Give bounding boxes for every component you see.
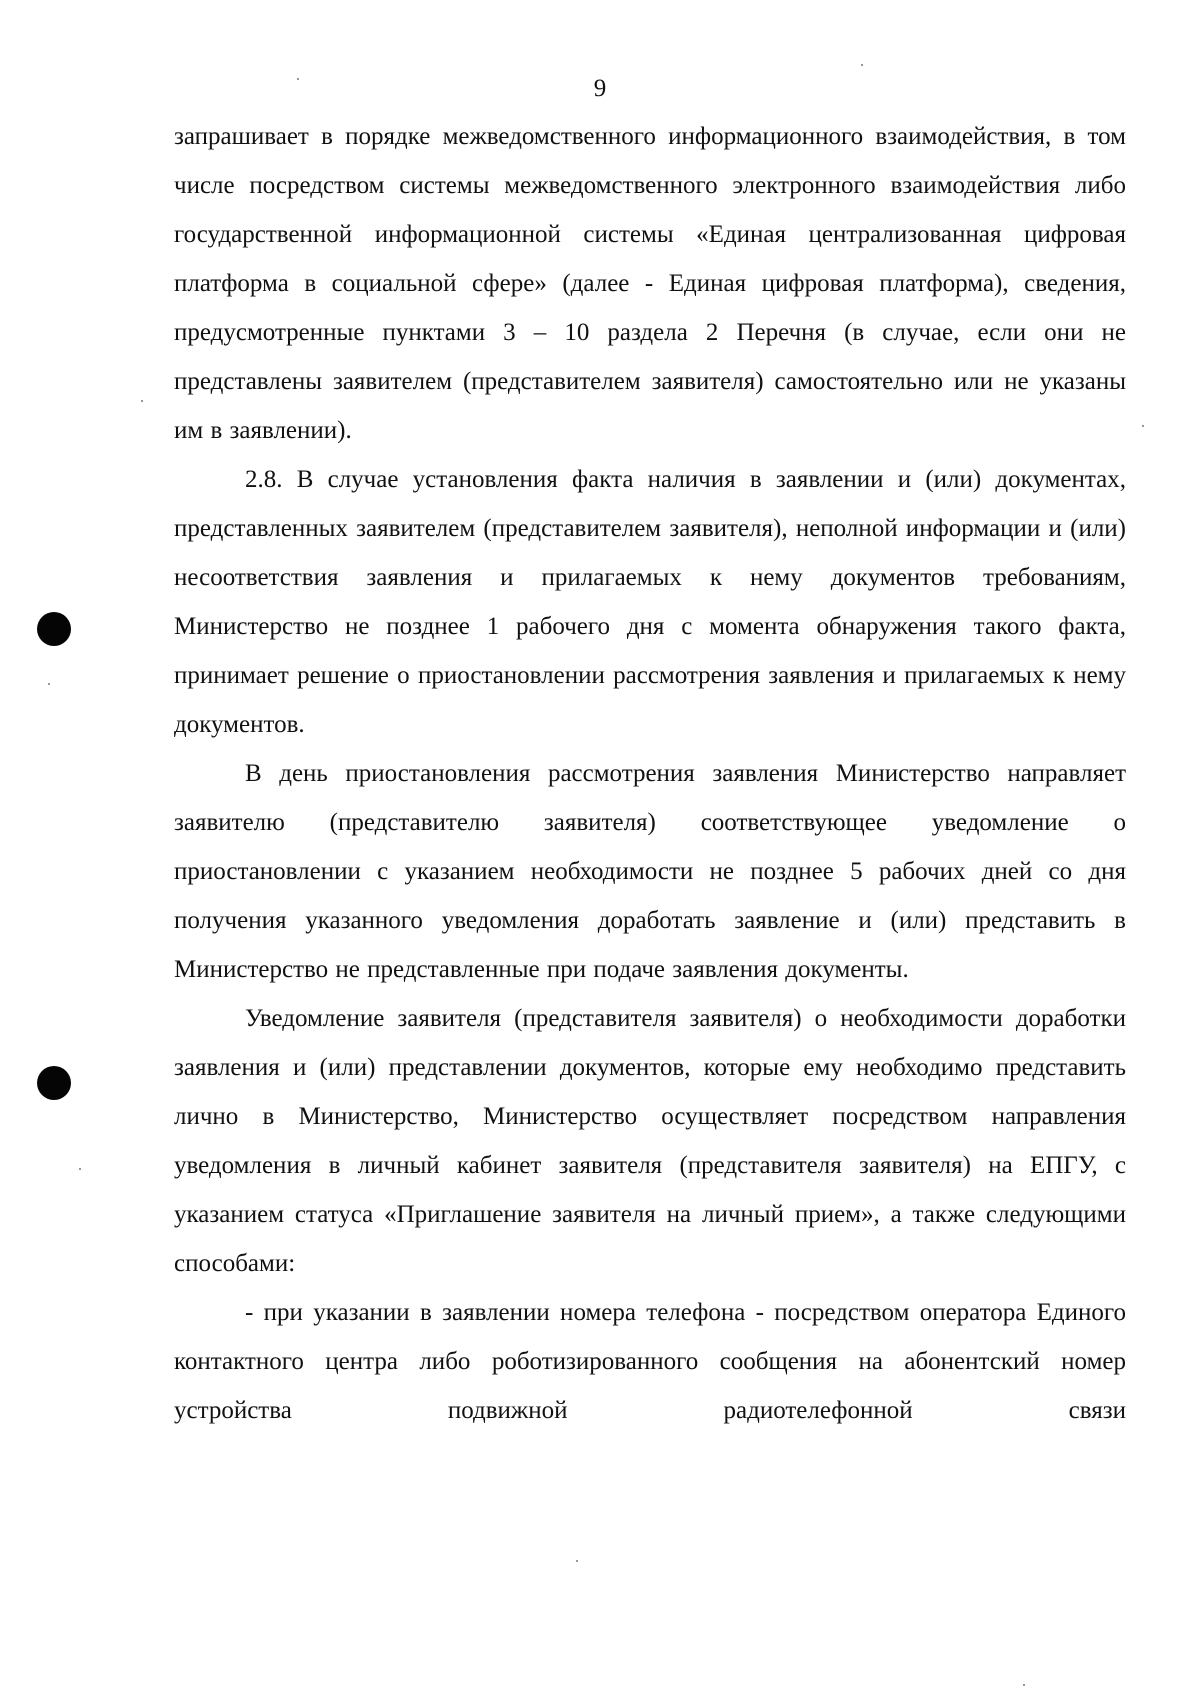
scan-speck: [576, 1560, 578, 1562]
paragraph-clause-2-8: 2.8. В случае установления факта наличия в заявлении и (или) документах, представленных заявителем (представителем заявителя), неполной информации и (или) несоответствия заявления и прилагаемых к нему документов требованиям, Министерство не позднее 1 рабочего дня с момента обнаружения такого факта, принимает решение о приостановлении рассмотрения заявления и прилагаемых к нему документов.: [174, 466, 1126, 738]
document-body: [174, 112, 1126, 1435]
punch-hole-mark: [37, 1066, 71, 1100]
scan-speck: [48, 683, 50, 685]
paragraph-continuation: запрашивает в порядке межведомственного информационного взаимодействия, в том числе посредством системы межведомственного электронного взаимодействия либо государственной информационной системы «Единая централизованная цифровая платформа в социальной сфере» (далее - Единая цифровая платформа), сведения, предусмотренные пунктами 3 – 10 раздела 2 Перечня (в случае, если они не представлены заявителем (представителем заявителя) самостоятельно или не указаны им в заявлении).: [174, 123, 1126, 444]
scan-speck: [141, 400, 143, 402]
scan-speck: [79, 1168, 81, 1170]
paragraph-notification-methods: Уведомление заявителя (представителя заявителя) о необходимости доработки заявления и (или) представлении документов, которые ему необходимо представить лично в Министерство, Министерство осуществляет посредством направления уведомления в личный кабинет заявителя (представителя заявителя) на ЕПГУ, с указанием статуса «Приглашение заявителя на личный прием», а также следующими способами:: [174, 1005, 1126, 1277]
scan-speck: [861, 64, 863, 66]
scan-speck: [1142, 425, 1144, 427]
scan-speck: [1023, 1684, 1025, 1686]
paragraph-suspension-notice: В день приостановления рассмотрения заявления Министерство направляет заявителю (представителю заявителя) соответствующее уведомление о приостановлении с указанием необходимости не позднее 5 рабочих дней со дня получения указанного уведомления доработать заявление и (или) представить в Министерство не представленные при подаче заявления документы.: [174, 760, 1126, 983]
punch-hole-mark: [37, 612, 71, 646]
page-number: 9: [593, 75, 607, 102]
scan-speck: [297, 78, 299, 80]
paragraph-phone-method: - при указании в заявлении номера телефона - посредством оператора Единого контактного центра либо роботизированного сообщения на абонентский номер устройства подвижной радиотелефонной связи: [174, 1299, 1126, 1424]
